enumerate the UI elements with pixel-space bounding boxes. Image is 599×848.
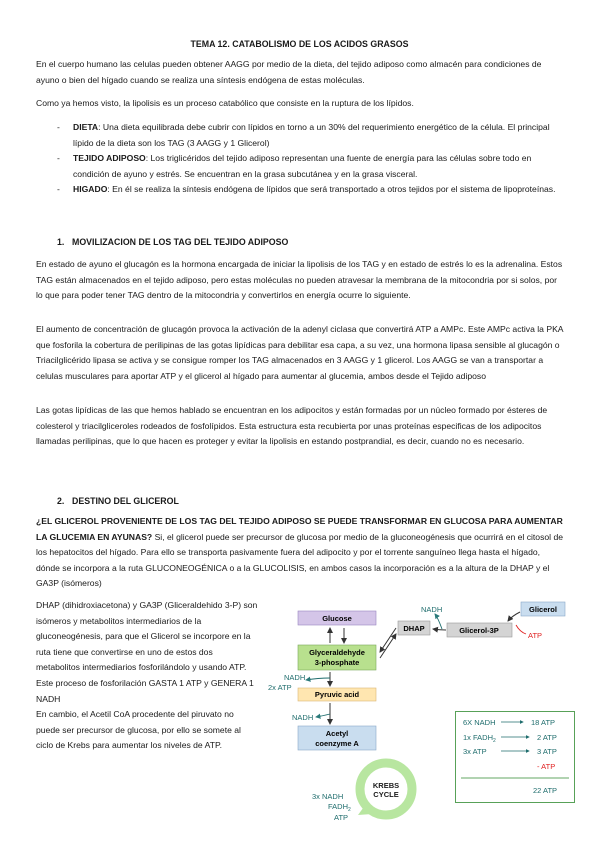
krebs-cycle-label bbox=[373, 781, 399, 799]
svg-text:- ATP: - ATP bbox=[537, 762, 556, 771]
intro-paragraph: En el cuerpo humano las celulas pueden obtener AAGG por medio de la dieta, del tejido adiposo como almacén para condiciones de ayuno o bien del hígado cuando se realiza una síntesis endógena de estas moléculas. bbox=[36, 59, 542, 85]
atp-summary-row bbox=[463, 747, 557, 756]
section-1-heading bbox=[57, 237, 288, 247]
section-title: MOVILIZACION DE LOS TAG DEL TEJIDO ADIPOSO bbox=[72, 237, 289, 247]
atp-total: 22 ATP bbox=[533, 786, 558, 795]
glicerol-3p-label: Glicerol-3P bbox=[459, 626, 499, 635]
bullet-term: DIETA bbox=[73, 122, 99, 132]
glicerol-question: ¿EL GLICEROL PROVENIENTE DE LOS TAG DEL TEJIDO ADIPOSO SE PUEDE TRANSFORMAR EN GLUCOSA PARA AUMENTAR LA GLUCEMIA EN AYUNAS? bbox=[36, 516, 563, 542]
bullet-dash: - bbox=[57, 184, 60, 194]
atp-summary-row bbox=[463, 718, 555, 727]
svg-text:CYCLE: CYCLE bbox=[373, 790, 399, 799]
left-column-paragraph-1: DHAP (dihidroxiacetona) y GA3P (Gliceraldehido 3-P) son isómeros y metabolitos intermediarios de la gluconeogénesis, para que el Glicerol se incorpore en la ruta tiene que convertirse en uno de estos dos metabolitos intermediarios fosforilándolo y usando ATP. Este proceso de fosforilación GASTA 1 ATP y GENERA 1 NADH bbox=[36, 600, 258, 704]
bullet-text: : Una dieta equilibrada debe cubrir con lípidos en torno a un 30% del requerimiento energético de la célula. El principal lípido de la dieta son los TAG (3 AAGG y 1 Glicerol) bbox=[73, 122, 550, 148]
section-2-paragraph bbox=[36, 514, 564, 592]
svg-text:18 ATP: 18 ATP bbox=[531, 718, 556, 727]
svg-text:KREBS: KREBS bbox=[372, 781, 400, 790]
svg-text:3x ATP: 3x ATP bbox=[463, 747, 487, 756]
bullet-dash: - bbox=[57, 153, 60, 163]
krebs-nadh-label: 3x NADH bbox=[312, 792, 344, 801]
pyruvic-acid-label: Pyruvic acid bbox=[314, 690, 360, 699]
atp-red-label: ATP bbox=[528, 631, 543, 640]
acetyl-coa-label-line1: Acetyl bbox=[325, 729, 349, 738]
krebs-atp-label: ATP bbox=[334, 813, 349, 822]
section-title: DESTINO DEL GLICEROL bbox=[72, 496, 179, 506]
section-1-paragraph-3: Las gotas lipídicas de las que hemos hablado se encuentran en los adipocitos y están formadas por un núcleo formado por ésteres de colesterol y triacilgliceroles rodeados de fosfolípidos. Esta estructura esta recubierta por unas proteínas especificas de los adipocitos llamadas perilipinas, que lo que hacen es proteger y evitar la lipolisis en estando postprandial, es decir, cuando no es necesario. bbox=[36, 405, 548, 447]
glucose-label: Glucose bbox=[322, 614, 352, 623]
svg-text:6X NADH: 6X NADH bbox=[463, 718, 496, 727]
glicerol-answer: Si, el glicerol puede ser precursor de glucosa por medio de la gluconeogénesis que ocurrirá en el citosol de los hepatocitos del hígado. Para ello se transporta pasivamente fuera del adipocito y por el torrente sanguíneo llega hasta el hígado, dónde se incorpora a la ruta GLUCONEOGÉNICA o a la GLUCOLISIS, en ambos casos la incorporación es a la altura de la DHAP y el GA3P (isómeros) bbox=[36, 531, 564, 589]
atp-summary-box bbox=[455, 711, 575, 803]
atp-2x-label: 2x ATP bbox=[268, 683, 292, 692]
section-1-paragraph-2: El aumento de concentración de glucagón provoca la activación de la adenyl ciclasa que convertirá ATP a AMPc. Este AMPc activa la PKA que fosforila la cobertura de perilipinas de las gotas lipídicas para debilitar esa capa, a su vez, una hormona lipasa sensible al glucagón o Triacilglicérido lipasa se activa y se consigue romper los TAG almacenados en 3 AAGG y 1 glicerol. Los AAGG se van a transportar a celulas musculares para aportar ATP y el glicerol al hígado para aumentar al glucemia, ambos desde el Tejido adiposo bbox=[36, 324, 564, 381]
bullet-text: : En él se realiza la síntesis endógena de lípidos que será transportado a otros tejidos por el sistema de lipoproteínas. bbox=[107, 184, 556, 194]
svg-text:1x FADH2: 1x $FADH_2$ bbox=[463, 733, 496, 744]
section-number: 2. bbox=[57, 496, 65, 506]
section-2-heading bbox=[57, 496, 179, 506]
glicerol-label: Glicerol bbox=[529, 605, 557, 614]
ga3p-label-line2: 3-phosphate bbox=[314, 658, 360, 667]
lipolisis-paragraph: Como ya hemos visto, la lipolisis es un proceso catabólico que consiste en la ruptura de los lípidos. bbox=[36, 98, 414, 108]
page-title: TEMA 12. CATABOLISMO DE LOS ACIDOS GRASOS bbox=[190, 39, 409, 49]
nadh-label-3: NADH bbox=[421, 605, 443, 614]
bullet-text: : Los triglicéridos del tejido adiposo representan una fuente de energía para las células sobre todo en condición de ayuno y estrés. Se encuentran en la grasa subcutánea y en la grasa visceral. bbox=[73, 153, 532, 179]
section-1-paragraph-1: En estado de ayuno el glucagón es la hormona encargada de iniciar la lipolisis de los TAG y en estado de estrés lo es la adrenalina. Estos TAG están almacenados en el tejido adiposo, pero estas moléculas no pueden atravesar la membrana de la mitocondria por si solos, por lo que para poder tener TAG dentro de la mitocondria y convertirlos en energía ocurre lo siguiente. bbox=[36, 259, 563, 301]
section-number: 1. bbox=[57, 237, 65, 247]
dhap-label: DHAP bbox=[403, 624, 425, 633]
bullet-term: TEJIDO ADIPOSO bbox=[73, 153, 146, 163]
svg-text:2 ATP: 2 ATP bbox=[537, 733, 557, 742]
krebs-fadh-label: $FADH_2$ bbox=[328, 802, 351, 813]
nadh-label-2: NADH bbox=[292, 713, 314, 722]
bullet-dash: - bbox=[57, 122, 60, 132]
ga3p-label-line1: Glyceraldehyde bbox=[309, 648, 365, 657]
atp-summary-row bbox=[463, 733, 557, 744]
acetyl-coa-label-line2: coenzyme A bbox=[315, 739, 359, 748]
svg-text:3 ATP: 3 ATP bbox=[537, 747, 557, 756]
left-column-paragraph-2: En cambio, el Acetil CoA procedente del piruvato no puede ser precursor de glucosa, por ello se somete al ciclo de Krebs para aumentar los niveles de ATP. bbox=[36, 709, 241, 751]
bullet-term: HIGADO bbox=[73, 184, 108, 194]
nadh-label-1: NADH bbox=[284, 673, 306, 682]
atp-summary-row bbox=[537, 762, 555, 771]
